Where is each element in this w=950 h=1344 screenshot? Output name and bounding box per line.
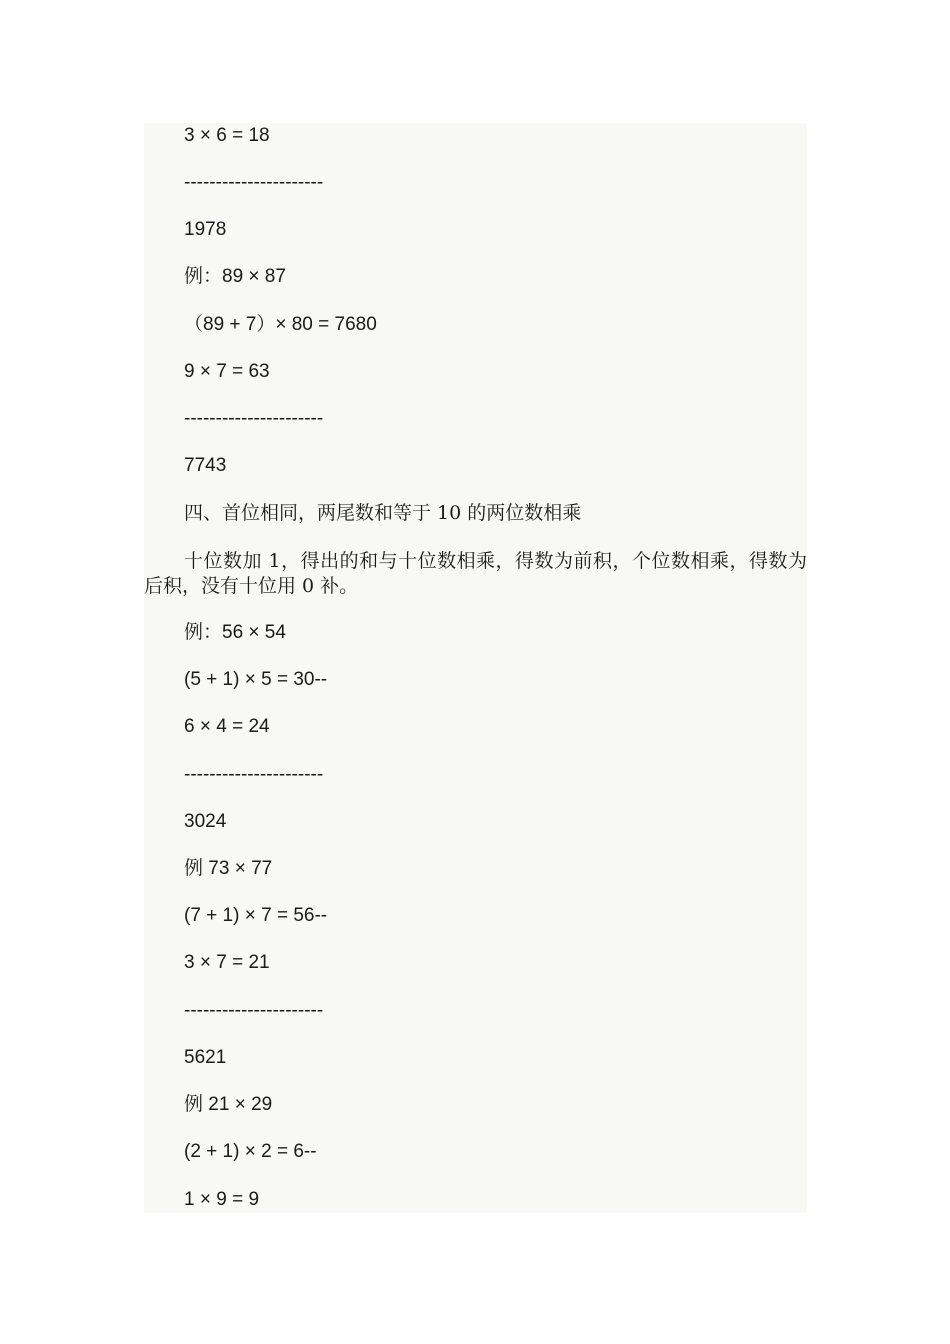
example-heading: 例：56 × 54 (184, 622, 286, 643)
divider-line: ---------------------- (184, 764, 324, 785)
example-heading: 例 73 × 77 (184, 858, 273, 879)
section-heading: 四、首位相同，两尾数和等于 10 的两位数相乘 (184, 502, 582, 524)
example-heading: 例 21 × 29 (184, 1094, 273, 1115)
text-line: (5 + 1) × 5 = 30-- (184, 669, 328, 690)
text-line: 9 × 7 = 63 (184, 361, 270, 382)
result-line: 1978 (184, 219, 227, 240)
text-line: （89 + 7）× 80 = 7680 (184, 314, 377, 335)
rule-paragraph: 十位数加 1，得出的和与十位数相乘，得数为前积，个位数相乘，得数为后积，没有十位用 0 补。 (144, 550, 807, 597)
text-line: 3 × 6 = 18 (184, 125, 270, 146)
example-heading: 例：89 × 87 (184, 266, 286, 287)
divider-line: ---------------------- (184, 1000, 324, 1021)
text-line: (7 + 1) × 7 = 56-- (184, 905, 328, 926)
result-line: 7743 (184, 455, 227, 476)
text-line: 3 × 7 = 21 (184, 952, 270, 973)
text-line: 1 × 9 = 9 (184, 1189, 260, 1210)
text-line: 6 × 4 = 24 (184, 716, 270, 737)
text-line: (2 + 1) × 2 = 6-- (184, 1141, 317, 1162)
divider-line: ---------------------- (184, 172, 324, 193)
result-line: 3024 (184, 811, 227, 832)
divider-line: ---------------------- (184, 408, 324, 429)
result-line: 5621 (184, 1047, 227, 1068)
